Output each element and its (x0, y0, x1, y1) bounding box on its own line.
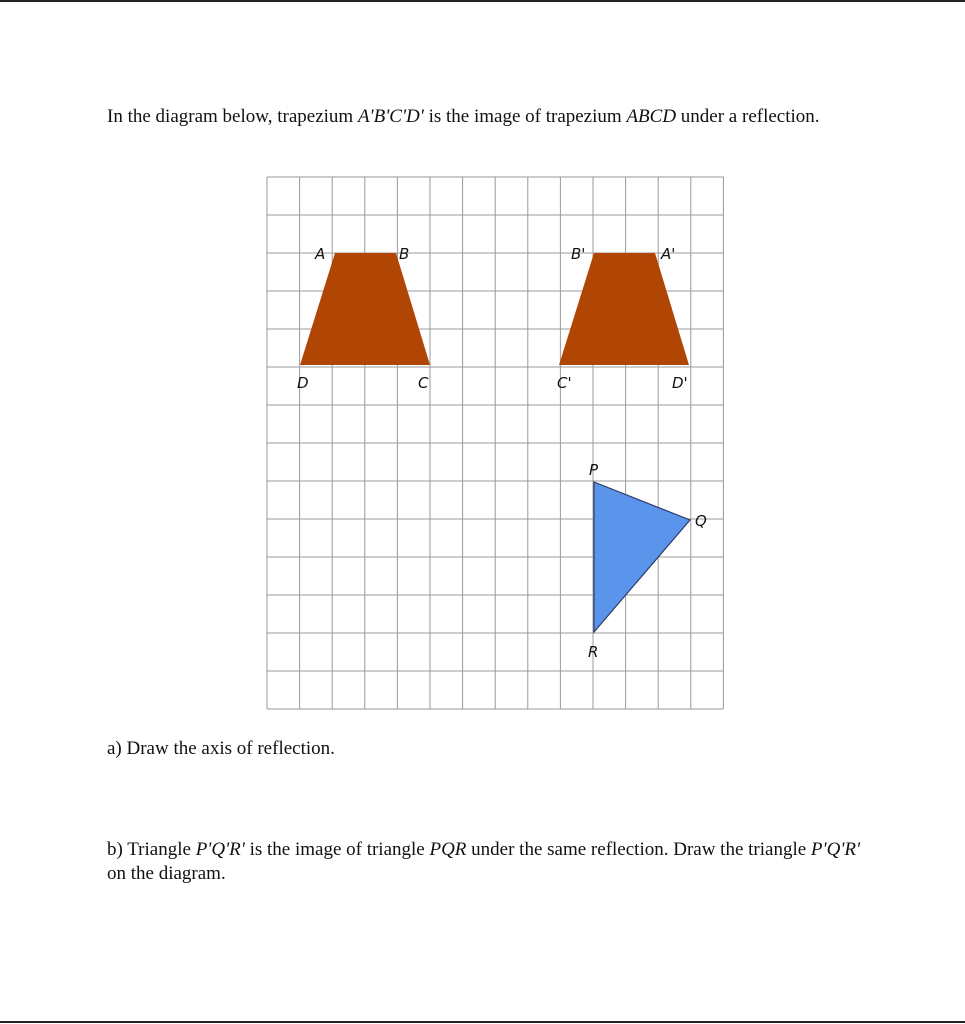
top-rule (0, 0, 965, 2)
label-b-image: B' (571, 245, 586, 263)
label-a-image: A' (661, 245, 676, 263)
label-a: A (315, 245, 326, 263)
intro-text: In the diagram below, trapezium A'B'C'D' is the image of trapezium ABCD under a reflection. (107, 106, 820, 127)
question-a: a) Draw the axis of reflection. (107, 738, 335, 759)
trapezium-a-b-c-d-image (559, 253, 689, 365)
trapezium-abcd (300, 253, 430, 365)
reflection-diagram (264, 175, 726, 713)
label-b: B (399, 245, 410, 263)
label-r: R (588, 643, 599, 661)
label-q: Q (695, 512, 707, 530)
label-p: P (589, 461, 599, 479)
label-d-image: D' (672, 374, 688, 392)
label-c-image: C' (557, 374, 572, 392)
question-b: b) Triangle P'Q'R' is the image of triangle PQR under the same reflection. Draw the triangle P'Q'R' on the diagram. (107, 839, 861, 884)
bottom-rule (0, 1021, 965, 1023)
label-d: D (297, 374, 309, 392)
label-c: C (418, 374, 429, 392)
